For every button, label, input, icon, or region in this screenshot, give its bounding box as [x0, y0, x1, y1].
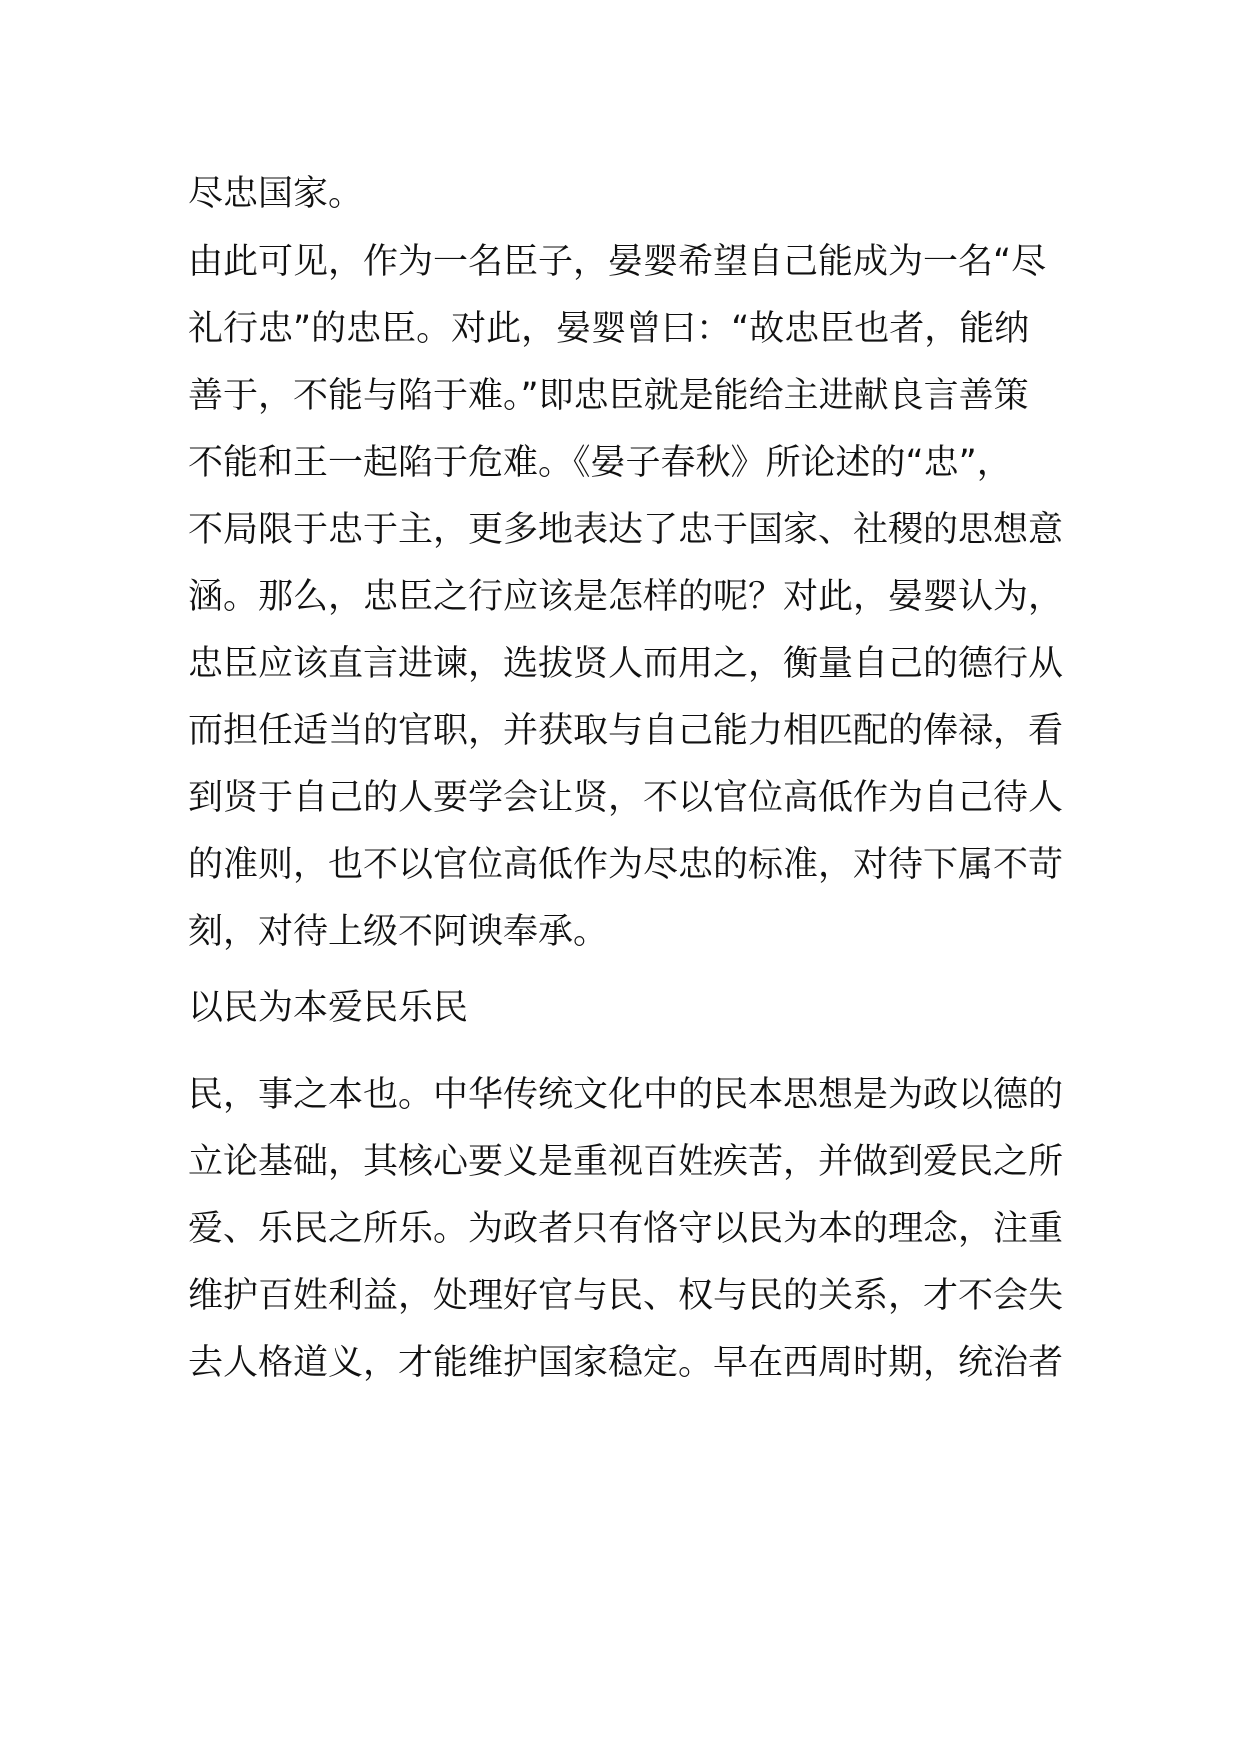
text-line: 去人格道义，才能维护国家稳定。早在西周时期，统治者: [188, 1343, 1064, 1383]
text-line: 忠臣应该直言进谏，选拔贤人而用之，衡量自己的德行从: [188, 644, 1064, 684]
text-line: 而担任适当的官职，并获取与自己能力相匹配的俸禄，看: [188, 711, 1064, 751]
text-line: 尽忠国家。: [188, 174, 364, 214]
text-line: 爱、乐民之所乐。为政者只有恪守以民为本的理念，注重: [188, 1209, 1064, 1249]
text-line: 涵。那么，忠臣之行应该是怎样的呢？对此，晏婴认为，: [188, 577, 1064, 617]
text-line: 善于，不能与陷于难。”即忠臣就是能给主进献良言善策: [188, 376, 1029, 416]
section-heading: 以民为本爱民乐民: [188, 988, 469, 1028]
text-line: 到贤于自己的人要学会让贤，不以官位高低作为自己待人: [188, 778, 1064, 818]
text-line: 民，事之本也。中华传统文化中的民本思想是为政以德的: [188, 1075, 1064, 1115]
text-line: 的准则，也不以官位高低作为尽忠的标准，对待下属不苛: [188, 845, 1064, 885]
text-line: 礼行忠”的忠臣。对此，晏婴曾曰：“故忠臣也者，能纳: [188, 309, 1030, 349]
text-line: 不局限于忠于主，更多地表达了忠于国家、社稷的思想意: [188, 510, 1064, 550]
text-line: 立论基础，其核心要义是重视百姓疾苦，并做到爱民之所: [188, 1142, 1064, 1182]
text-line: 不能和王一起陷于危难。《晏子春秋》所论述的“忠”，: [188, 443, 1012, 483]
text-line: 维护百姓利益，处理好官与民、权与民的关系，才不会失: [188, 1276, 1064, 1316]
text-line: 刻，对待上级不阿谀奉承。: [188, 912, 609, 952]
text-line: 由此可见，作为一名臣子，晏婴希望自己能成为一名“尽: [188, 242, 1047, 282]
